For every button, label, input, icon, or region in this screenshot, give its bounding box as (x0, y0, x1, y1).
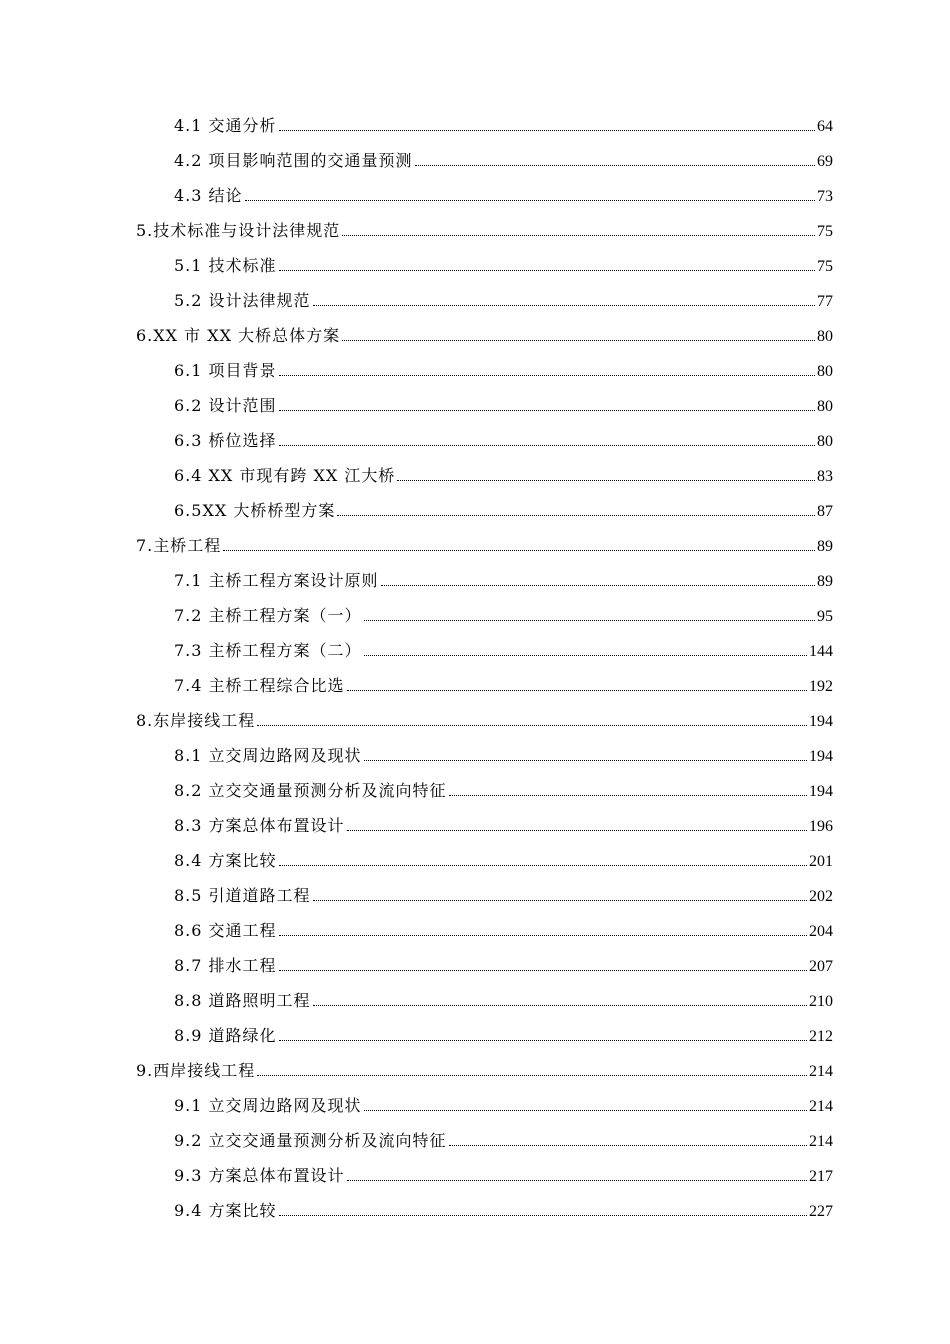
toc-dot-leader (279, 445, 815, 446)
toc-dot-leader (313, 305, 815, 306)
toc-dot-leader (279, 1215, 807, 1216)
toc-entry-title: 5.2 设计法律规范 (174, 290, 311, 310)
toc-entry-title: 8.3 方案总体布置设计 (174, 815, 345, 835)
toc-page-number: 144 (809, 642, 833, 660)
toc-entry-content (174, 353, 833, 389)
toc-entry-content (174, 1088, 833, 1124)
toc-entry-title: 5.1 技术标准 (174, 255, 277, 275)
toc-page-number: 75 (817, 257, 833, 275)
toc-section-entry[interactable] (0, 878, 950, 913)
toc-page-number: 194 (809, 747, 833, 765)
toc-page-number: 214 (809, 1132, 833, 1150)
toc-chapter-entry[interactable] (0, 318, 950, 353)
toc-chapter-entry[interactable] (0, 528, 950, 563)
toc-entry-title: 8.4 方案比较 (174, 850, 277, 870)
toc-page-number: 64 (817, 117, 833, 135)
toc-entry-content (174, 1018, 833, 1054)
toc-entry-title: 7.1 主桥工程方案设计原则 (174, 570, 379, 590)
toc-section-entry[interactable] (0, 143, 950, 178)
toc-entry-title: 8.1 立交周边路网及现状 (174, 745, 362, 765)
toc-section-entry[interactable] (0, 1158, 950, 1193)
toc-page-number: 214 (809, 1097, 833, 1115)
toc-entry-content (136, 703, 833, 739)
toc-entry-title: 8.9 道路绿化 (174, 1025, 277, 1045)
toc-entry-title: 6.XX 市 XX 大桥总体方案 (136, 325, 341, 345)
toc-page-number: 69 (817, 152, 833, 170)
toc-dot-leader (279, 410, 815, 411)
toc-entry-title: 6.3 桥位选择 (174, 430, 277, 450)
toc-entry-content (174, 1158, 833, 1194)
toc-section-entry[interactable] (0, 1018, 950, 1053)
toc-entry-title: 6.4 XX 市现有跨 XX 江大桥 (174, 465, 396, 485)
toc-entry-content (174, 1193, 833, 1229)
toc-dot-leader (397, 480, 815, 481)
toc-page-number: 75 (817, 222, 833, 240)
toc-entry-title: 8.2 立交交通量预测分析及流向特征 (174, 780, 447, 800)
toc-entry-title: 7.2 主桥工程方案（一） (174, 605, 362, 625)
toc-entry-content (174, 633, 833, 669)
toc-section-entry[interactable] (0, 633, 950, 668)
toc-chapter-entry[interactable] (0, 213, 950, 248)
toc-entry-content (174, 563, 833, 599)
toc-entry-content (174, 178, 833, 214)
toc-dot-leader (279, 375, 815, 376)
toc-entry-content (174, 248, 833, 284)
toc-entry-title: 8.7 排水工程 (174, 955, 277, 975)
toc-dot-leader (223, 550, 815, 551)
toc-entry-title: 9.1 立交周边路网及现状 (174, 1095, 362, 1115)
toc-section-entry[interactable] (0, 1123, 950, 1158)
toc-section-entry[interactable] (0, 598, 950, 633)
toc-dot-leader (279, 970, 807, 971)
toc-entry-title: 9.3 方案总体布置设计 (174, 1165, 345, 1185)
toc-chapter-entry[interactable] (0, 703, 950, 738)
toc-dot-leader (245, 200, 815, 201)
toc-page-number: 89 (817, 537, 833, 555)
toc-section-entry[interactable] (0, 283, 950, 318)
toc-entry-content (174, 878, 833, 914)
toc-dot-leader (313, 900, 807, 901)
toc-page-number: 192 (809, 677, 833, 695)
toc-section-entry[interactable] (0, 1193, 950, 1228)
toc-page-number: 194 (809, 712, 833, 730)
toc-page-number: 80 (817, 327, 833, 345)
toc-dot-leader (279, 865, 807, 866)
toc-entry-content (174, 913, 833, 949)
toc-dot-leader (449, 1145, 807, 1146)
toc-dot-leader (449, 795, 807, 796)
toc-page-number: 80 (817, 432, 833, 450)
toc-page-number: 212 (809, 1027, 833, 1045)
toc-entry-content (174, 388, 833, 424)
toc-page-number: 204 (809, 922, 833, 940)
toc-dot-leader (364, 620, 815, 621)
toc-section-entry[interactable] (0, 983, 950, 1018)
toc-entry-title: 8.东岸接线工程 (136, 710, 256, 730)
toc-page-number: 207 (809, 957, 833, 975)
toc-section-entry[interactable] (0, 108, 950, 143)
toc-section-entry[interactable] (0, 388, 950, 423)
toc-entry-title: 6.5XX 大桥桥型方案 (174, 500, 336, 520)
toc-section-entry[interactable] (0, 178, 950, 213)
toc-dot-leader (364, 1110, 807, 1111)
toc-entry-content (174, 598, 833, 634)
toc-page-number: 210 (809, 992, 833, 1010)
toc-entry-content (174, 808, 833, 844)
toc-page-number: 77 (817, 292, 833, 310)
toc-entry-content (174, 668, 833, 704)
toc-page-number: 83 (817, 467, 833, 485)
toc-entry-content (136, 1053, 833, 1089)
table-of-contents (0, 108, 950, 1228)
toc-page-number: 80 (817, 397, 833, 415)
toc-dot-leader (347, 1180, 807, 1181)
toc-page-number: 73 (817, 187, 833, 205)
toc-entry-title: 7.3 主桥工程方案（二） (174, 640, 362, 660)
toc-entry-content (174, 283, 833, 319)
toc-section-entry[interactable] (0, 353, 950, 388)
toc-dot-leader (279, 270, 815, 271)
toc-dot-leader (364, 760, 807, 761)
toc-dot-leader (337, 515, 815, 516)
toc-section-entry[interactable] (0, 1088, 950, 1123)
toc-entry-content (174, 738, 833, 774)
toc-dot-leader (364, 655, 807, 656)
toc-entry-title: 7.主桥工程 (136, 535, 222, 555)
toc-entry-content (174, 108, 833, 144)
toc-page-number: 87 (817, 502, 833, 520)
toc-dot-leader (313, 1005, 807, 1006)
toc-entry-title: 4.2 项目影响范围的交通量预测 (174, 150, 413, 170)
toc-entry-title: 9.4 方案比较 (174, 1200, 277, 1220)
toc-dot-leader (279, 1040, 807, 1041)
toc-dot-leader (342, 235, 815, 236)
toc-entry-title: 5.技术标准与设计法律规范 (136, 220, 341, 240)
toc-entry-title: 7.4 主桥工程综合比选 (174, 675, 345, 695)
toc-section-entry[interactable] (0, 808, 950, 843)
toc-entry-title: 9.西岸接线工程 (136, 1060, 256, 1080)
toc-entry-content (174, 1123, 833, 1159)
toc-section-entry[interactable] (0, 423, 950, 458)
toc-dot-leader (347, 690, 807, 691)
toc-section-entry[interactable] (0, 913, 950, 948)
toc-section-entry[interactable] (0, 248, 950, 283)
toc-entry-content (174, 773, 833, 809)
toc-dot-leader (415, 165, 815, 166)
toc-entry-title: 8.5 引道道路工程 (174, 885, 311, 905)
toc-page-number: 201 (809, 852, 833, 870)
toc-entry-title: 6.1 项目背景 (174, 360, 277, 380)
toc-page-number: 89 (817, 572, 833, 590)
toc-dot-leader (381, 585, 815, 586)
toc-page-number: 196 (809, 817, 833, 835)
toc-section-entry[interactable] (0, 738, 950, 773)
toc-entry-title: 4.1 交通分析 (174, 115, 277, 135)
toc-dot-leader (279, 935, 807, 936)
toc-section-entry[interactable] (0, 843, 950, 878)
toc-entry-content (136, 213, 833, 249)
toc-entry-title: 8.8 道路照明工程 (174, 990, 311, 1010)
toc-page-number: 202 (809, 887, 833, 905)
toc-entry-content (136, 318, 833, 354)
toc-dot-leader (257, 725, 807, 726)
toc-section-entry[interactable] (0, 493, 950, 528)
toc-section-entry[interactable] (0, 773, 950, 808)
toc-page-number: 217 (809, 1167, 833, 1185)
toc-entry-title: 4.3 结论 (174, 185, 243, 205)
toc-section-entry[interactable] (0, 563, 950, 598)
toc-dot-leader (257, 1075, 807, 1076)
toc-page-number: 80 (817, 362, 833, 380)
toc-section-entry[interactable] (0, 458, 950, 493)
toc-chapter-entry[interactable] (0, 1053, 950, 1088)
toc-entry-content (174, 948, 833, 984)
toc-dot-leader (342, 340, 815, 341)
toc-entry-title: 6.2 设计范围 (174, 395, 277, 415)
toc-entry-content (136, 528, 833, 564)
toc-entry-title: 9.2 立交交通量预测分析及流向特征 (174, 1130, 447, 1150)
toc-page-number: 214 (809, 1062, 833, 1080)
toc-entry-title: 8.6 交通工程 (174, 920, 277, 940)
toc-entry-content (174, 843, 833, 879)
toc-section-entry[interactable] (0, 948, 950, 983)
toc-page-number: 194 (809, 782, 833, 800)
toc-page-number: 95 (817, 607, 833, 625)
toc-page-number: 227 (809, 1202, 833, 1220)
toc-dot-leader (279, 130, 815, 131)
toc-entry-content (174, 493, 833, 529)
toc-entry-content (174, 423, 833, 459)
toc-entry-content (174, 983, 833, 1019)
toc-entry-content (174, 458, 833, 494)
toc-section-entry[interactable] (0, 668, 950, 703)
toc-entry-content (174, 143, 833, 179)
toc-dot-leader (347, 830, 807, 831)
